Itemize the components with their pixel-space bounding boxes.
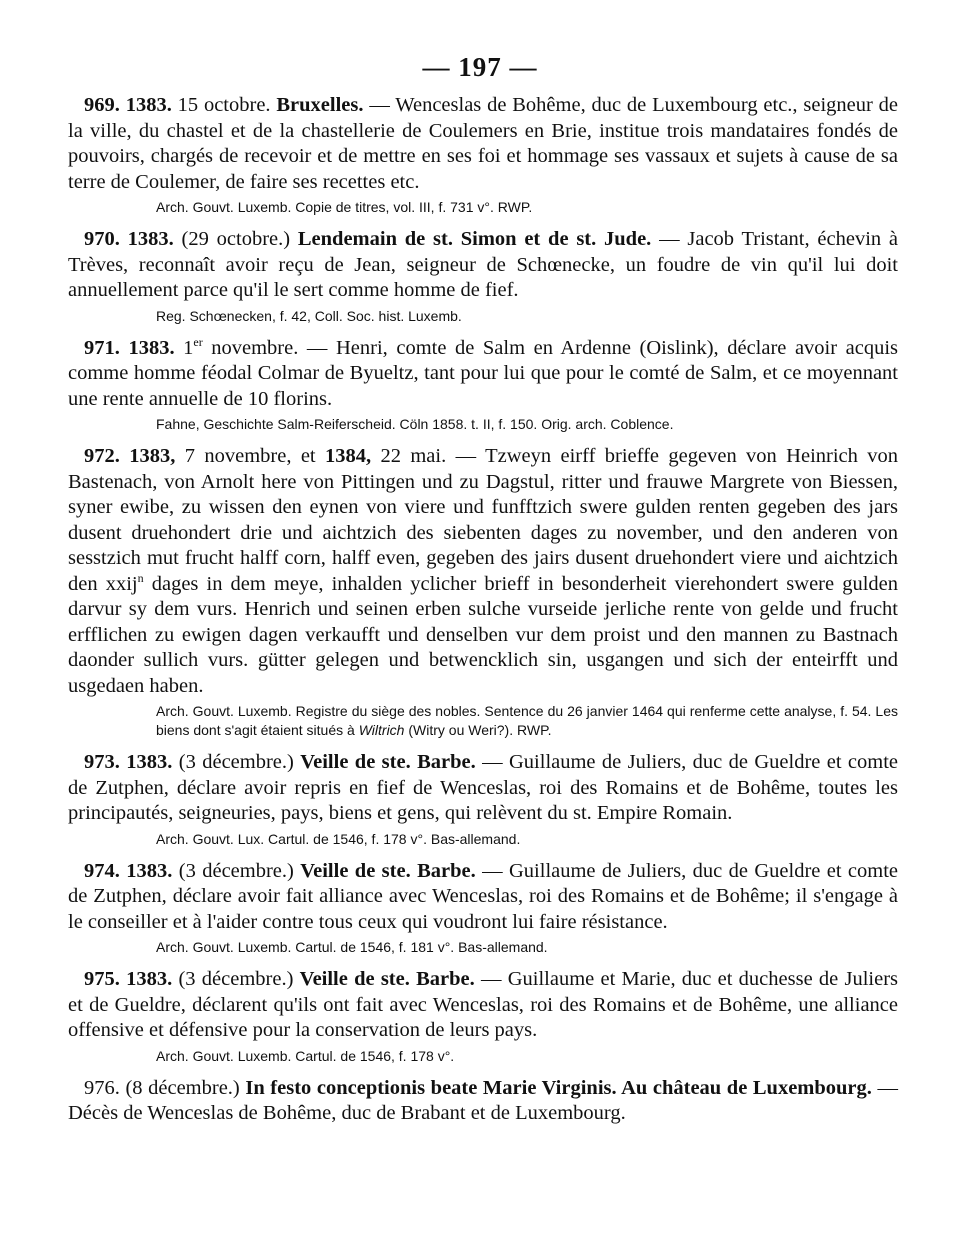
entry-text (68, 444, 898, 699)
page-number: — 197 — (422, 52, 538, 82)
entry-source: Arch. Gouvt. Luxemb. Cartul. de 1546, f. 178 v°. (156, 1047, 455, 1064)
entry-dash: — (363, 94, 396, 116)
entry-dash: — (651, 228, 688, 250)
entry-970 (68, 227, 898, 326)
entry-body-cont: dages in dem meye, inhalden yclicher brieff in besonderheit vierehondert swere gulden darvur sy dem vurs. Henrich und seinen erben sulche vurseide jerliche rente von gelde und frucht erfflichen zu ewigen dagen verkaufft und denselben vur dem proist und den mannen zu Bastnach daonder sullich vurs. gütter gelegen und betwencklich sin, usgangen und sich der enteirfft und usgedaen haben. (68, 572, 898, 697)
entry-body: Guillaume et Marie, duc et duchesse de Juliers et de Gueldre, déclarent qu'ils ont fait avec Wenceslas, roi des Romains et de Bohême, une alliance offensive et défensive pour la conservation de leurs pays. (68, 968, 899, 1041)
entry-source-text: Arch. Gouvt. Luxemb. Registre du siège des nobles. Sentence du 26 janvier 1464 qui renferme cette analyse, f. 54. Les biens dont s'agit étaient situés à (156, 703, 898, 738)
entry-feast: Veille de ste. Barbe. (300, 751, 476, 773)
entry-source-text-end: (Witry ou Weri?). RWP. (404, 722, 552, 738)
entry-year-2: 1384, (325, 445, 372, 467)
entry-dash: — (298, 336, 336, 359)
entry-source: Reg. Schœnecken, f. 42, Coll. Soc. hist. Luxemb. (156, 307, 462, 324)
entry-date: 7 novembre, et (175, 445, 325, 467)
entry-number: 973. (84, 751, 120, 773)
entry-974 (68, 859, 898, 958)
entry-date: 15 octobre. (171, 94, 277, 116)
entry-text (68, 227, 898, 304)
entry-year: 1383. (128, 336, 175, 359)
entry-source: Arch. Gouvt. Luxemb. Copie de titres, vol. III, f. 731 v°. RWP. (156, 199, 533, 215)
entry-source-italic: Wiltrich (358, 722, 405, 738)
entry-year: 1383. (127, 228, 174, 250)
entry-text (68, 750, 898, 827)
entry-body: Guillaume de Juliers, duc de Gueldre et comte de Zutphen, déclare avoir fait alliance avec Wenceslas, roi des Romains et de Bohême; il s'engage à le conseiller et à l'aider contre tous ceux qui voudront lui faire résistance. (68, 859, 899, 933)
entry-feast: Lendemain de st. Simon et de st. Jude. (297, 228, 652, 250)
entry-dash: — (475, 751, 509, 773)
entry-number: 970. (84, 228, 120, 250)
entry-dash: — (475, 859, 509, 882)
entry-969 (68, 93, 898, 217)
entry-body: Wenceslas de Bohême, duc de Luxembourg etc., seigneur de la ville, du chastel et de la chastellerie de Coulemers en Brie, institue trois mandataires fondés de pouvoirs, chargés de recevoir et de mettre en ses foi et hommage ses vassaux et sujets à cause de sa terre de Coulemer, de faire ses recettes etc. (68, 94, 898, 193)
entry-date-2: 22 mai. (371, 445, 447, 467)
entry-number: 972. (84, 445, 120, 467)
page-content (68, 93, 898, 1136)
entry-source: Arch. Gouvt. Luxemb. Cartul. de 1546, f. 181 v°. Bas-allemand. (156, 939, 548, 955)
entry-date-day: 1 (174, 336, 194, 359)
entry-year: 1383. (126, 859, 173, 882)
entry-year: 1383, (129, 445, 176, 467)
entry-976 (68, 1076, 898, 1126)
entry-feast: Veille de ste. Barbe. (300, 859, 476, 882)
entry-source: Fahne, Geschichte Salm-Reiferscheid. Cöln 1858. t. II, f. 150. Orig. arch. Coblence. (156, 416, 674, 432)
entry-text (68, 93, 898, 195)
entry-date: (3 décembre.) (172, 968, 300, 990)
entry-body-sup: n (137, 570, 144, 585)
entry-date: (8 décembre.) (119, 1076, 246, 1099)
entry-date: (3 décembre.) (172, 859, 301, 882)
entry-text (68, 336, 898, 413)
entry-year: 1383. (125, 94, 172, 116)
entry-feast: In festo conceptionis beate Marie Virginis. Au château de Luxembourg. (245, 1076, 872, 1099)
entry-source (68, 702, 898, 740)
entry-date-month: novembre. (202, 336, 299, 359)
entry-place: Bruxelles. (276, 94, 364, 116)
entry-feast: Veille de ste. Barbe. (299, 968, 475, 990)
entry-dash: — (871, 1076, 899, 1099)
entry-dash: — (474, 968, 508, 990)
entry-date-sup: er (193, 334, 203, 349)
entry-date: (3 décembre.) (172, 751, 301, 773)
entry-975 (68, 967, 898, 1066)
entry-body: Décès de Wenceslas de Bohême, duc de Brabant et de Luxembourg. (68, 1101, 626, 1124)
entry-body: Henri, comte de Salm en Ardenne (Oislink), déclare avoir acquis comme homme féodal Colmar de Byueltz, tant pour lui que pour le comté de Salm, et ce moyennant une rente annuelle de 10 florins. (68, 336, 898, 410)
entry-source: Arch. Gouvt. Lux. Cartul. de 1546, f. 178 v°. Bas-allemand. (156, 830, 521, 847)
entry-number: 975. (84, 968, 120, 990)
entry-number: 971. (84, 336, 120, 359)
entry-year: 1383. (126, 751, 173, 773)
entry-text (68, 967, 898, 1044)
entry-dash: — (446, 445, 486, 467)
entry-973 (68, 750, 898, 849)
entry-972 (68, 444, 898, 740)
entry-text (68, 1076, 898, 1126)
entry-body: Jacob Tristant, échevin à Trèves, reconnaît avoir reçu de Jean, seigneur de Schœnecke, un foudre de vin qu'il lui doit annuellement parce qu'il le sert comme homme de fief. (68, 228, 899, 301)
entry-971 (68, 336, 898, 435)
entry-number: 969. (84, 94, 120, 116)
entry-body: Guillaume de Juliers, duc de Gueldre et comte de Zutphen, déclare avoir repris en fief de Wenceslas, roi des Romains et de Bohême, toutes les principautés, seigneuries, pays, biens et gens, qui relèvent du st. Empire Romain. (68, 751, 899, 824)
entry-text (68, 859, 898, 936)
entry-date: (29 octobre.) (173, 228, 298, 250)
entry-number: 974. (84, 859, 120, 882)
entry-year: 1383. (126, 968, 173, 990)
entry-number: 976. (84, 1076, 120, 1099)
entry-body: Tzweyn eirff brieffe gegeven von Heinrich von Bastenach, von Arnolt here von Pittingen und zu Dagstul, ritter und frauwe Margrete von Biessen, syner ewibe, zu wissen den eynen von viere und funfftzich swere gulden renten gegeben des jars dusent druehondert drie und aichtzich des siebenten dages zu november, und den anderen von sesstzich mut frucht halff corn, halff even, gegeben des jairs dusent druehondert viere und aichtzich den xxij (68, 445, 899, 595)
